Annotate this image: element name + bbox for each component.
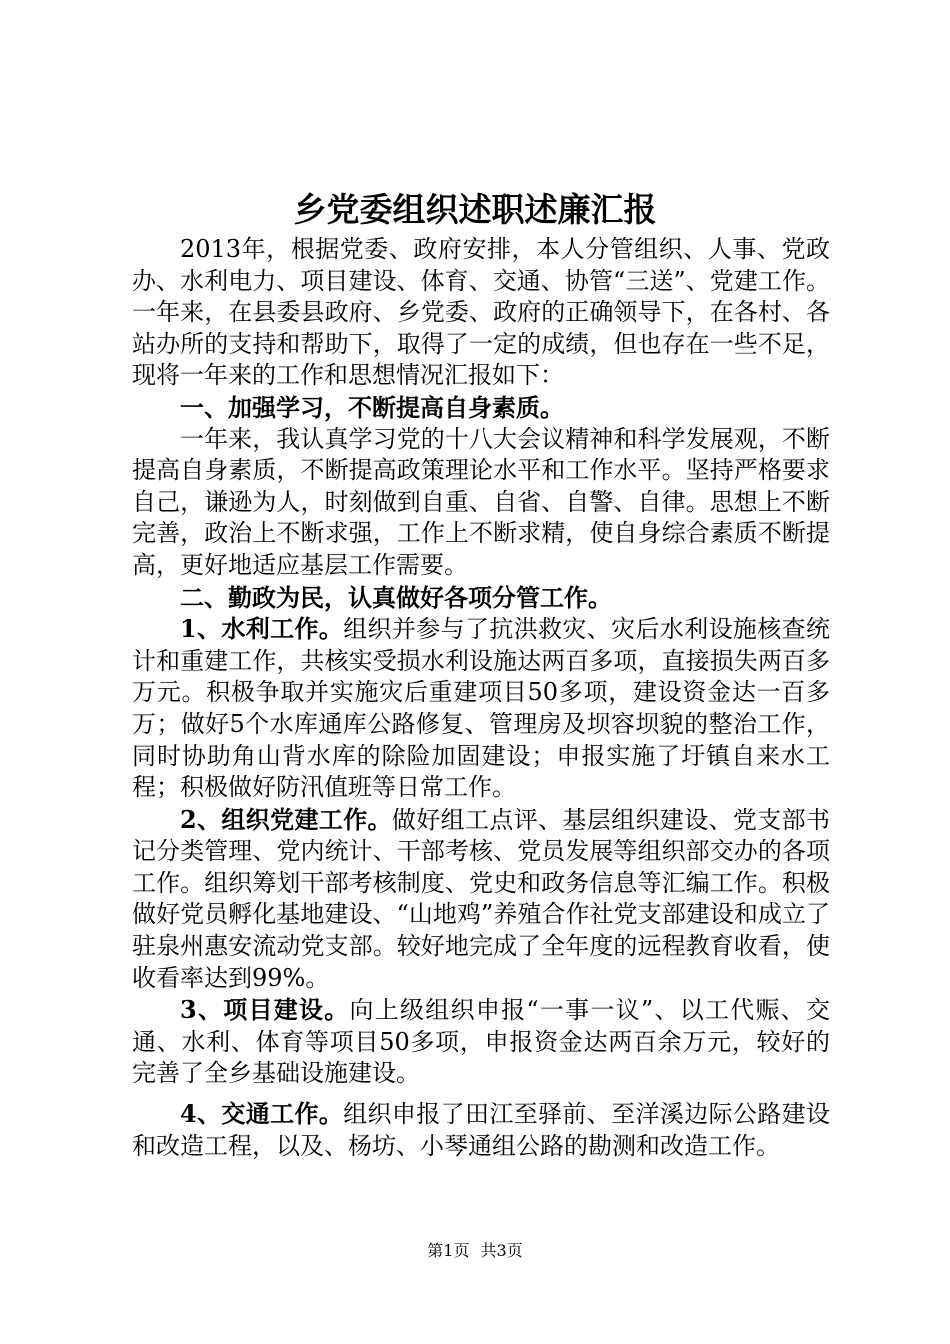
item-traffic-text: 组织申报了田江至驿前、至洋溪边际公路建设和改造工程，以及、杨坊、小琴通组公路的勘测和改造工作。: [132, 1100, 830, 1160]
document-title: 乡党委组织述职述廉汇报: [293, 190, 657, 229]
item-water-text: 组织并参与了抗洪救灾、灾后水利设施核查统计和重建工作，共核实受损水利设施达两百多项，直接损失两百多万元。积极争取并实施灾后重建项目50多项，建设资金达一百多万；做好5个水库通库公路修复、管理房及坝容坝貌的整治工作，同时协助角山背水库的除险加固建设；申报实施了圩镇自来水工程；积极做好防汛值班等日常工作。: [132, 615, 830, 802]
item-party-paragraph: [132, 804, 830, 995]
section-1-heading: 一、加强学习，不断提高自身素质。: [180, 392, 564, 422]
item-project-text: 向上级组织申报“一事一议”、以工代赈、交通、水利、体育等项目50多项，申报资金达两百余万元，较好的完善了全乡基础设施建设。: [132, 996, 831, 1088]
page-number-total: 共3页: [480, 1241, 523, 1260]
page-footer: [0, 1240, 950, 1262]
item-project-paragraph: [132, 994, 830, 1090]
page-number-current: 第1页: [427, 1241, 470, 1260]
item-party-text: 做好组工点评、基层组织建设、党支部书记分类管理、党内统计、干部考核、党员发展等组织部交办的各项工作。组织筹划干部考核制度、党史和政务信息等汇编工作。积极做好党员孵化基地建设、“山地鸡”养殖合作社党支部建设和成立了驻泉州惠安流动党支部。较好地完成了全年度的远程教育收看，使收看率达到99%。: [132, 805, 830, 992]
item-traffic-label: 4、交通工作。: [180, 1099, 344, 1129]
intro-paragraph: 2013年，根据党委、政府安排，本人分管组织、人事、党政办、水利电力、项目建设、体育、交通、协管“三送”、党建工作。一年来，在县委县政府、乡党委、政府的正确领导下，在各村、各站办所的支持和帮助下，取得了一定的成绩，但也存在一些不足，现将一年来的工作和思想情况汇报如下：: [132, 235, 830, 390]
document-body: [132, 234, 830, 1162]
section-2-heading: 二、勤政为民，认真做好各项分管工作。: [180, 582, 612, 612]
section-1-paragraph: 一年来，我认真学习党的十八大会议精神和科学发展观，不断提高自身素质，不断提高政策理论水平和工作水平。坚持严格要求自己，谦逊为人，时刻做到自重、自省、自警、自律。思想上不断完善，政治上不断求强，工作上不断求精，使自身综合素质不断提高，更好地适应基层工作需要。: [132, 424, 830, 579]
item-traffic-paragraph: [132, 1098, 830, 1162]
item-project-label: 3、项目建设。: [180, 995, 350, 1025]
item-water-label: 1、水利工作。: [180, 614, 344, 644]
item-party-label: 2、组织党建工作。: [180, 804, 392, 834]
paragraph-gap: [132, 1090, 830, 1098]
item-water-paragraph: [132, 613, 830, 804]
